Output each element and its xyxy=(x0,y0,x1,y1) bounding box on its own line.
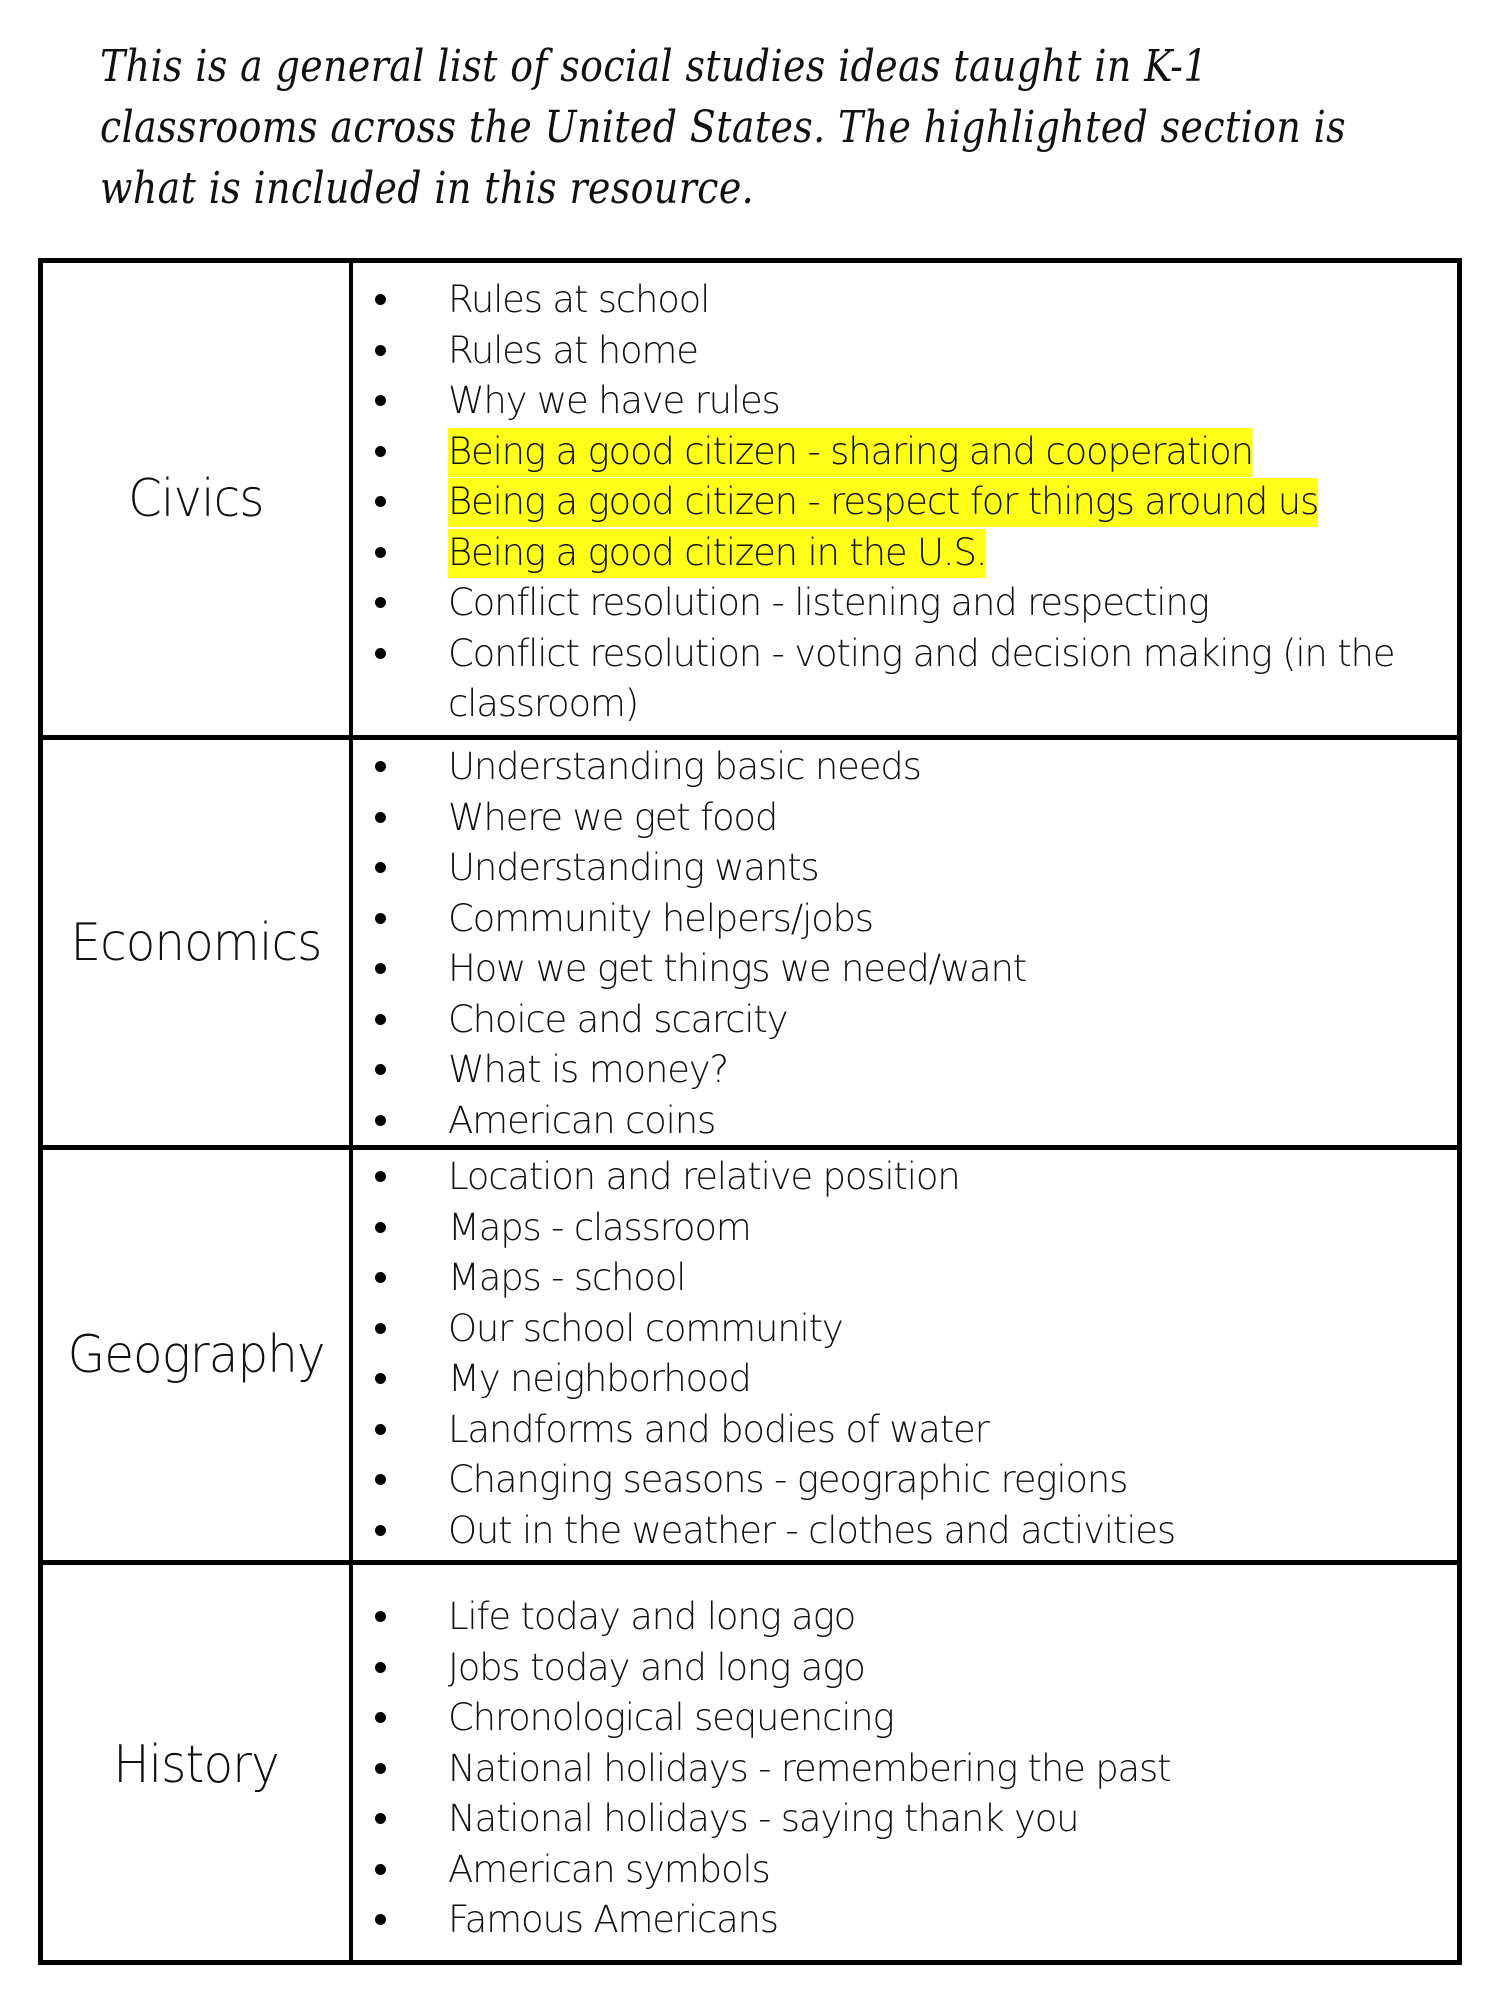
bullet-icon xyxy=(375,294,386,305)
list-item: National holidays - remembering the past xyxy=(353,1744,1457,1795)
topics-cell xyxy=(353,740,1457,1145)
list-item: Choice and scarcity xyxy=(353,995,1457,1046)
bullet-icon xyxy=(375,395,386,406)
category-label: Geography xyxy=(67,1325,325,1385)
topic-list xyxy=(353,275,1457,730)
social-studies-table xyxy=(38,258,1462,1965)
bullet-icon xyxy=(375,1662,386,1673)
bullet-icon xyxy=(375,1323,386,1334)
list-item-highlighted xyxy=(353,528,1457,579)
bullet-icon xyxy=(375,1914,386,1925)
bullet-icon xyxy=(375,1474,386,1485)
bullet-icon xyxy=(375,761,386,772)
category-cell xyxy=(43,740,353,1145)
topic-list xyxy=(353,1152,1457,1556)
category-label: Civics xyxy=(128,469,264,529)
category-cell xyxy=(43,1565,353,1965)
list-item: Out in the weather - clothes and activities xyxy=(353,1506,1457,1557)
bullet-icon xyxy=(375,1813,386,1824)
list-item: How we get things we need/want xyxy=(353,944,1457,995)
list-item: My neighborhood xyxy=(353,1354,1457,1405)
list-item-highlighted xyxy=(353,477,1457,528)
bullet-icon xyxy=(375,963,386,974)
bullet-icon xyxy=(375,1525,386,1536)
intro-line: what is included in this resource. xyxy=(100,163,755,214)
list-item: Understanding wants xyxy=(353,843,1457,894)
bullet-icon xyxy=(375,913,386,924)
list-item: What is money? xyxy=(353,1045,1457,1096)
bullet-icon xyxy=(375,648,386,659)
list-item: Understanding basic needs xyxy=(353,742,1457,793)
bullet-icon xyxy=(375,446,386,457)
category-cell xyxy=(43,1150,353,1560)
list-item: Maps - school xyxy=(353,1253,1457,1304)
bullet-icon xyxy=(375,1864,386,1875)
list-item: Rules at home xyxy=(353,326,1457,377)
bullet-icon xyxy=(375,1115,386,1126)
list-item: Landforms and bodies of water xyxy=(353,1405,1457,1456)
list-item: Life today and long ago xyxy=(353,1592,1457,1643)
intro-line: This is a general list of social studies ideas taught in K-1 xyxy=(100,41,1208,92)
list-item: Conflict resolution - listening and respecting xyxy=(353,578,1457,629)
list-item: Why we have rules xyxy=(353,376,1457,427)
list-item: Our school community xyxy=(353,1304,1457,1355)
highlighted-text: Being a good citizen in the U.S. xyxy=(448,529,986,578)
topics-cell xyxy=(353,1150,1457,1560)
category-label: Economics xyxy=(70,912,322,973)
bullet-icon xyxy=(375,1222,386,1233)
list-item: American symbols xyxy=(353,1845,1457,1896)
intro-line: classrooms across the United States. The highlighted section is xyxy=(100,102,1346,153)
bullet-icon xyxy=(375,597,386,608)
list-item: Where we get food xyxy=(353,793,1457,844)
list-item: National holidays - saying thank you xyxy=(353,1794,1457,1845)
list-item: Famous Americans xyxy=(353,1895,1457,1946)
category-cell xyxy=(43,263,353,735)
bullet-icon xyxy=(375,1611,386,1622)
list-item: Changing seasons - geographic regions xyxy=(353,1455,1457,1506)
bullet-icon xyxy=(375,345,386,356)
bullet-icon xyxy=(375,1014,386,1025)
list-item: Chronological sequencing xyxy=(353,1693,1457,1744)
bullet-icon xyxy=(375,496,386,507)
intro-paragraph xyxy=(100,36,1459,219)
table-row-geography xyxy=(43,1145,1457,1560)
topic-list xyxy=(353,742,1457,1146)
category-label: History xyxy=(113,1735,279,1795)
list-item: American coins xyxy=(353,1096,1457,1147)
table-row-economics xyxy=(43,735,1457,1145)
bullet-icon xyxy=(375,1712,386,1723)
table-row-civics xyxy=(43,263,1457,735)
bullet-icon xyxy=(375,1272,386,1283)
topic-list xyxy=(353,1592,1457,1946)
list-item: Jobs today and long ago xyxy=(353,1643,1457,1694)
bullet-icon xyxy=(375,1064,386,1075)
topics-cell xyxy=(353,263,1457,735)
list-item-highlighted xyxy=(353,427,1457,478)
list-item: Conflict resolution - voting and decision making (in the classroom) xyxy=(353,629,1457,730)
bullet-icon xyxy=(375,862,386,873)
bullet-icon xyxy=(375,547,386,558)
table-row-history xyxy=(43,1560,1457,1965)
highlighted-text: Being a good citizen - sharing and cooperation xyxy=(448,428,1253,477)
list-item: Rules at school xyxy=(353,275,1457,326)
list-item: Maps - classroom xyxy=(353,1203,1457,1254)
highlighted-text: Being a good citizen - respect for things around us xyxy=(448,478,1318,527)
list-item: Community helpers/jobs xyxy=(353,894,1457,945)
topics-cell xyxy=(353,1565,1457,1965)
bullet-icon xyxy=(375,1424,386,1435)
bullet-icon xyxy=(375,1373,386,1384)
bullet-icon xyxy=(375,1763,386,1774)
bullet-icon xyxy=(375,1171,386,1182)
bullet-icon xyxy=(375,812,386,823)
list-item: Location and relative position xyxy=(353,1152,1457,1203)
